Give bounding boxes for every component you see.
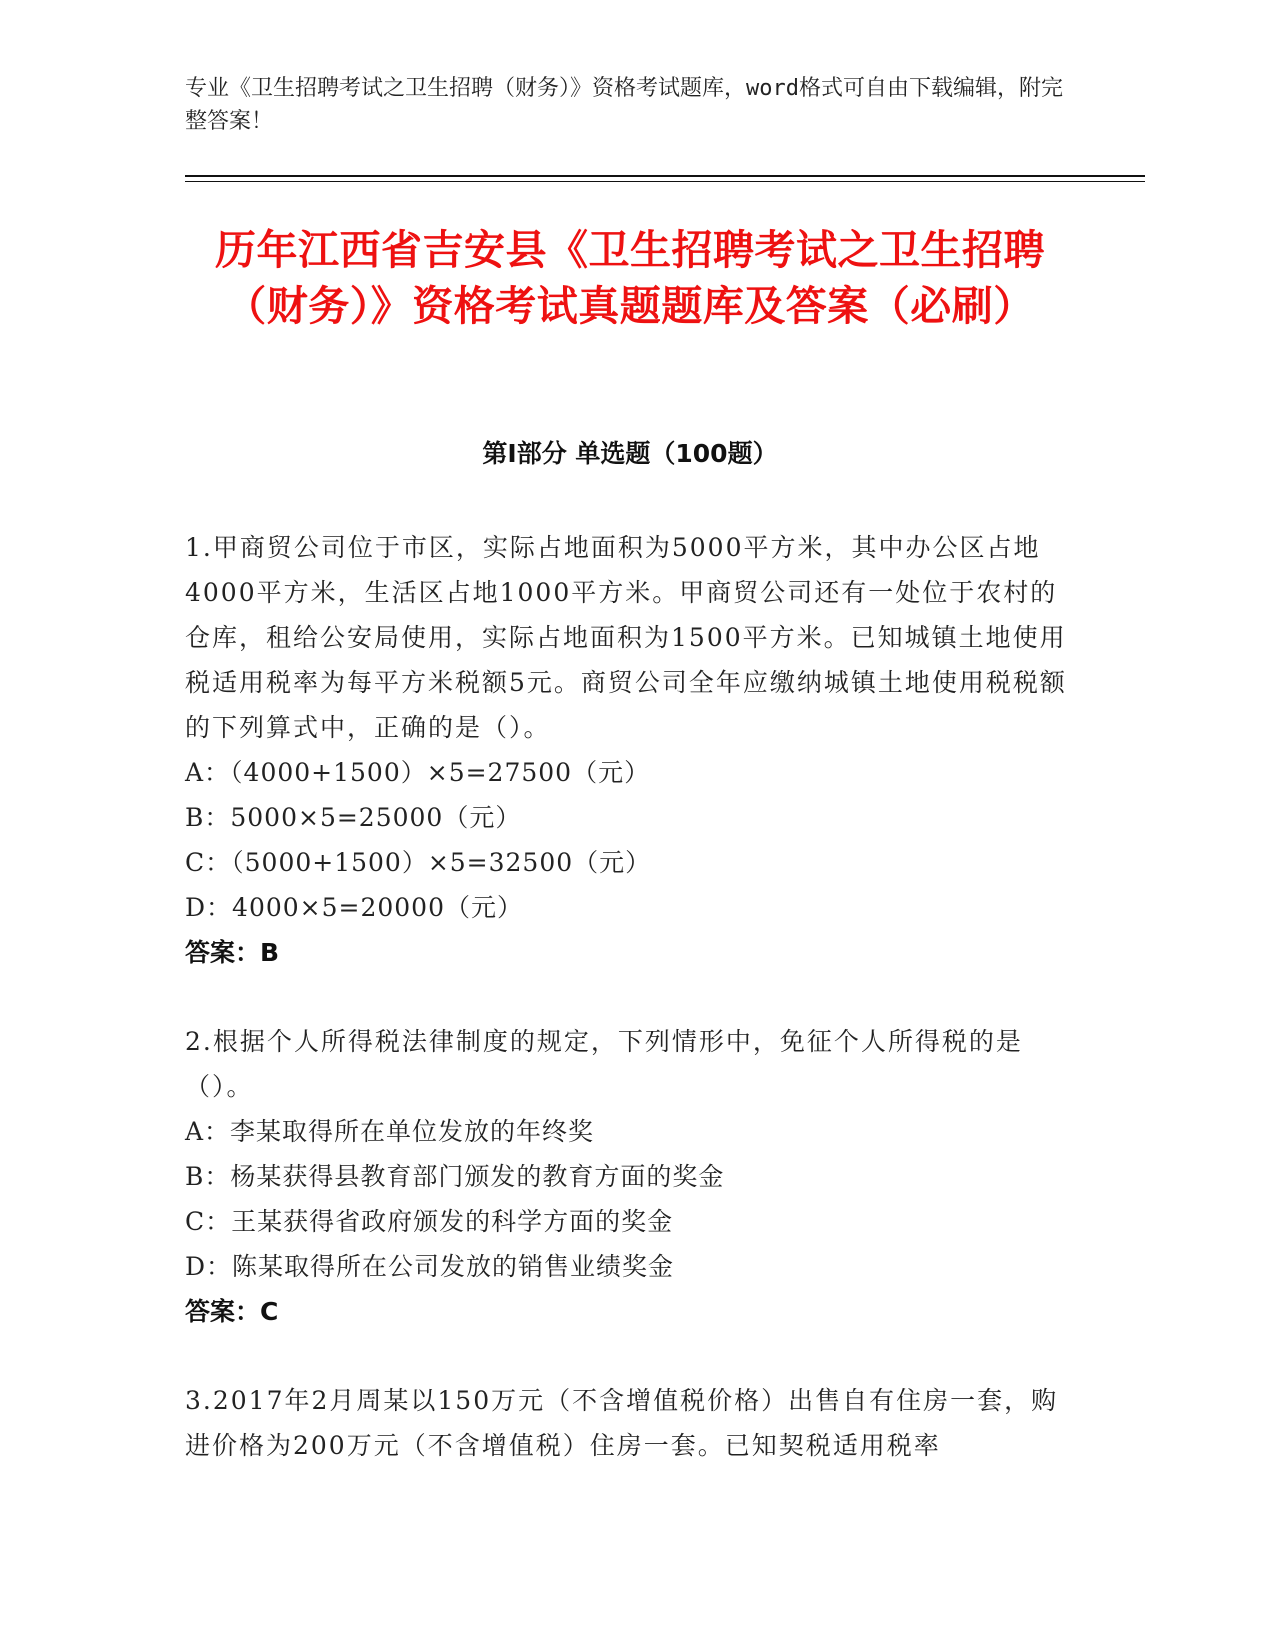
option-b: B：杨某获得县教育部门颁发的教育方面的奖金 (185, 1162, 725, 1191)
question-list (185, 525, 1070, 1512)
answer-label: 答案：B (185, 938, 280, 967)
section-title: 第Ⅰ部分 单选题（100题） (482, 439, 778, 468)
option-c: C：王某获得省政府颁发的科学方面的奖金 (185, 1207, 674, 1236)
question-3 (185, 1378, 1070, 1468)
option-d: D：4000×5=20000（元） (185, 893, 523, 922)
question-1 (185, 525, 1070, 975)
header-note: 专业《卫生招聘考试之卫生招聘（财务）》资格考试题库，word格式可自由下载编辑，附完整答案！ (185, 76, 1063, 134)
question-stem: 2.根据个人所得税法律制度的规定，下列情形中，免征个人所得税的是（）。 (185, 1027, 1023, 1101)
answer-label: 答案：C (185, 1297, 279, 1326)
question-2 (185, 1019, 1070, 1334)
header-divider-thick (185, 175, 1145, 177)
question-stem: 3.2017年2月周某以150万元（不含增值税价格）出售自有住房一套，购进价格为200万元（不含增值税）住房一套。已知契税适用税率 (185, 1386, 1059, 1460)
option-c: C：（5000+1500）×5=32500（元） (185, 848, 652, 877)
question-stem: 1.甲商贸公司位于市区，实际占地面积为5000平方米，其中办公区占地4000平方米，生活区占地1000平方米。甲商贸公司还有一处位于农村的仓库，租给公安局使用，实际占地面积为1500平方米。已知城镇土地使用税适用税率为每平方米税额5元。商贸公司全年应缴纳城镇土地使用税税额的下列算式中，正确的是（）。 (185, 533, 1067, 742)
option-b: B：5000×5=25000（元） (185, 803, 522, 832)
option-a: A：李某取得所在单位发放的年终奖 (185, 1117, 595, 1146)
header-divider-thin (185, 181, 1145, 182)
option-d: D：陈某取得所在公司发放的销售业绩奖金 (185, 1252, 675, 1281)
document-title: 历年江西省吉安县《卫生招聘考试之卫生招聘（财务）》资格考试真题题库及答案（必刷） (215, 226, 1045, 330)
option-a: A：（4000+1500）×5=27500（元） (185, 758, 651, 787)
